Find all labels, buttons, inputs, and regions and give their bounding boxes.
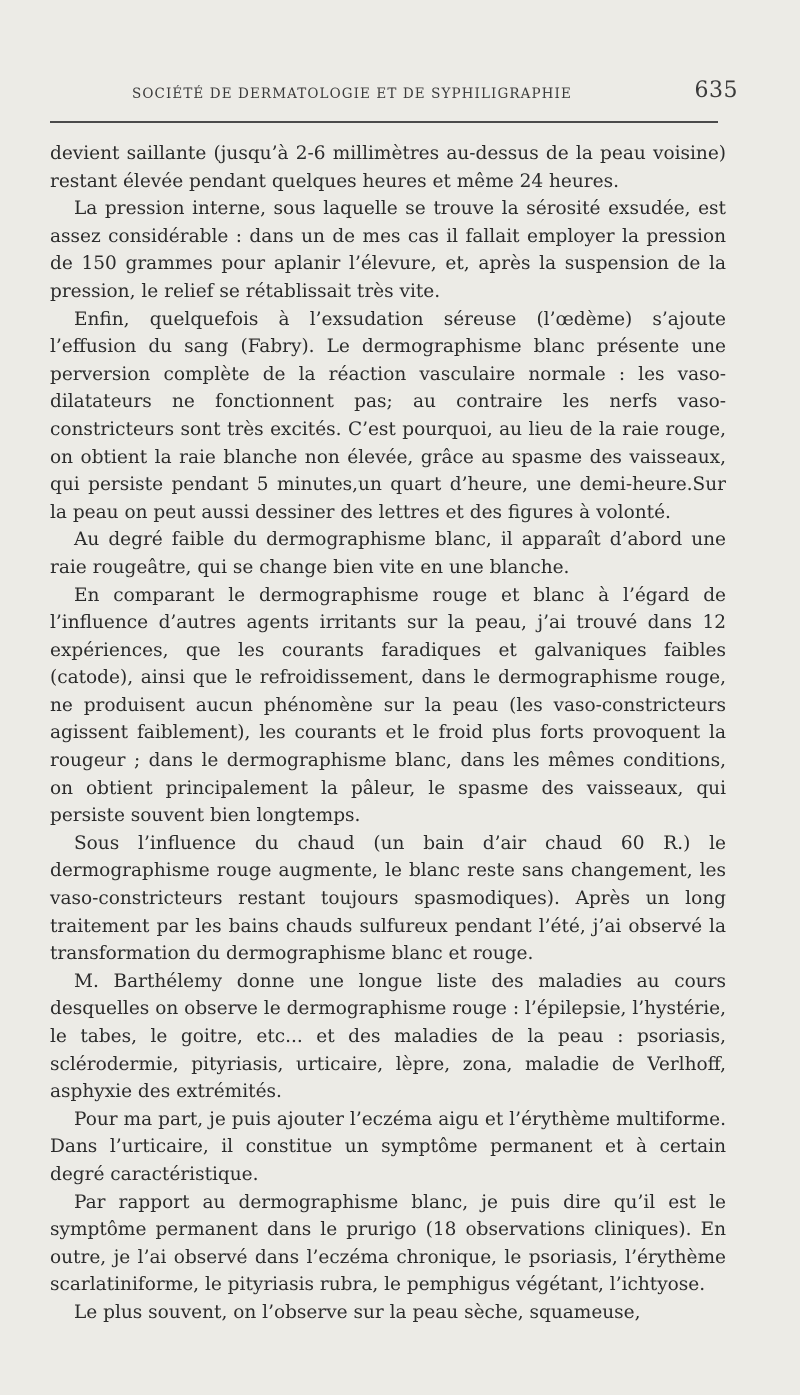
paragraph: Le plus souvent, on l’observe sur la peau sèche, squameuse, xyxy=(74,1301,641,1323)
paragraph: M. Barthélemy donne une longue liste des maladies au cours desquelles on observe le dermographisme rouge : l’épilepsie, l’hystérie, le tabes, le goitre, etc... et des maladies de la peau : psoriasis, sclérodermie, pityriasis, urticaire, lèpre, zona, maladie de Verlhoff, asphyxie des extrémités. xyxy=(50,970,726,1103)
paragraph: Au degré faible du dermographisme blanc, il apparaît d’abord une raie rougeâtre, qui se change bien vite en une blanche. xyxy=(50,529,726,578)
paragraph: Sous l’influence du chaud (un bain d’air chaud 60 R.) le dermographisme rouge augmente, le blanc reste sans changement, les vaso-constricteurs restant toujours spasmodiques). Après un long traitement par les bains chauds sulfureux pendant l’été, j’ai observé la transformation du dermographisme blanc et rouge. xyxy=(50,832,726,965)
paragraph: La pression interne, sous laquelle se trouve la sérosité exsudée, est assez considérable : dans un de mes cas il fallait employer la pression de 150 grammes pour aplanir l’élevure, et, après la suspension de la pression, le relief se rétablissait très vite. xyxy=(50,198,726,302)
body-text xyxy=(50,140,726,1327)
running-head xyxy=(50,78,740,108)
header-rule xyxy=(50,121,718,123)
paragraph: Pour ma part, je puis ajouter l’eczéma aigu et l’érythème multiforme. Dans l’urticaire, il constitue un symptôme permanent et à certain degré caractéristique. xyxy=(50,1108,726,1185)
paragraph: En comparant le dermographisme rouge et blanc à l’égard de l’influence d’autres agents irritants sur la peau, j’ai trouvé dans 12 expériences, que les courants faradiques et galvaniques faibles (catode), ainsi que le refroidissement, dans le dermographisme rouge, ne produisent aucun phénomène sur la peau (les vaso-constricteurs agissent faiblement), les courants et le froid plus forts provoquent la rougeur ; dans le dermographisme blanc, dans les mêmes conditions, on obtient principalement la pâleur, le spasme des vaisseaux, qui persiste souvent bien longtemps. xyxy=(50,584,726,827)
paragraph: devient saillante (jusqu’à 2-6 millimètres au-dessus de la peau voisine) restant élevée pendant quelques heures et même 24 heures. xyxy=(50,143,726,192)
paragraph: Enfin, quelquefois à l’exsudation séreuse (l’œdème) s’ajoute l’effusion du sang (Fabry). Le dermographisme blanc présente une perversion complète de la réaction vasculaire normale : les vaso-dilatateurs ne fonctionnent pas; au contraire les nerfs vaso-constricteurs sont très excités. C’est pourquoi, au lieu de la raie rouge, on obtient la raie blanche non élevée, grâce au spasme des vaisseaux, qui persiste pendant 5 minutes,un quart d’heure, une demi-heure.Sur la peau on peut aussi dessiner des lettres et des figures à volonté. xyxy=(50,308,726,523)
page-number: 635 xyxy=(694,78,738,103)
running-title: SOCIÉTÉ DE DERMATOLOGIE ET DE SYPHILIGRAPHIE xyxy=(132,86,572,102)
paragraph: Par rapport au dermographisme blanc, je puis dire qu’il est le symptôme permanent dans le prurigo (18 observations cliniques). En outre, je l’ai observé dans l’eczéma chronique, le psoriasis, l’érythème scarlatiniforme, le pityriasis rubra, le pemphigus végétant, l’ichtyose. xyxy=(50,1191,726,1296)
